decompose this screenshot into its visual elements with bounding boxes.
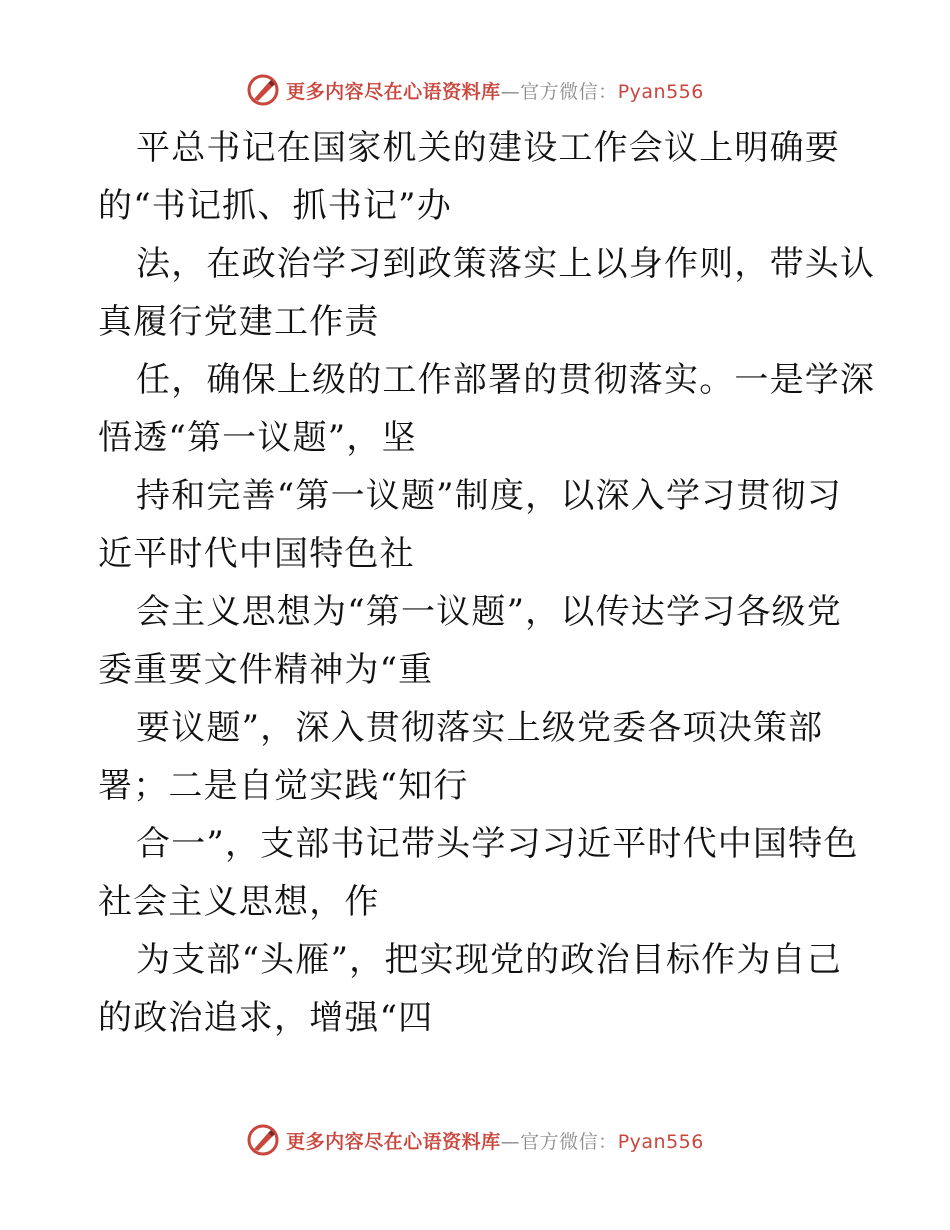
text-line: 署；二是自觉实践“知行 <box>98 766 469 806</box>
text-line: 委重要文件精神为“重 <box>98 650 434 690</box>
banner-account: Pyan556 <box>617 80 704 103</box>
footer-banner <box>0 1120 950 1160</box>
banner-text <box>286 77 704 104</box>
text-line: 合一”，支部书记带头学习习近平时代中国特色 <box>136 824 859 864</box>
text-line: 悟透“第一议题”，坚 <box>98 418 417 458</box>
banner-brand: 更多内容尽在心语资料库 <box>286 1130 501 1153</box>
text-line: 真履行党建工作责 <box>98 302 380 342</box>
banner-dash: — <box>500 80 521 103</box>
pen-circle-logo-icon <box>246 1123 280 1157</box>
text-line: 近平时代中国特色社 <box>98 534 415 574</box>
banner-text <box>286 1127 704 1154</box>
text-line: 的政治追求，增强“四 <box>98 998 434 1038</box>
banner-dash: — <box>500 1130 521 1153</box>
text-line: 要议题”，深入贯彻落实上级党委各项决策部 <box>136 708 824 748</box>
text-line: 持和完善“第一议题”制度，以深入学习贯彻习 <box>136 476 842 516</box>
text-line: 任，确保上级的工作部署的贯彻落实。一是学深 <box>136 360 876 400</box>
pen-circle-logo-icon <box>246 73 280 107</box>
banner-label: 官方微信： <box>520 80 618 103</box>
banner-account: Pyan556 <box>617 1130 704 1153</box>
text-line: 法，在政治学习到政策落实上以身作则，带头认 <box>136 244 876 284</box>
banner-label: 官方微信： <box>520 1130 618 1153</box>
header-banner <box>0 70 950 110</box>
text-line: 的“书记抓、抓书记”办 <box>98 186 452 226</box>
text-line: 社会主义思想，作 <box>98 882 380 922</box>
text-line: 为支部“头雁”，把实现党的政治目标作为自己 <box>136 940 842 980</box>
banner-brand: 更多内容尽在心语资料库 <box>286 80 501 103</box>
text-line: 会主义思想为“第一议题”，以传达学习各级党 <box>136 592 842 632</box>
text-line: 平总书记在国家机关的建设工作会议上明确要 <box>136 128 840 168</box>
